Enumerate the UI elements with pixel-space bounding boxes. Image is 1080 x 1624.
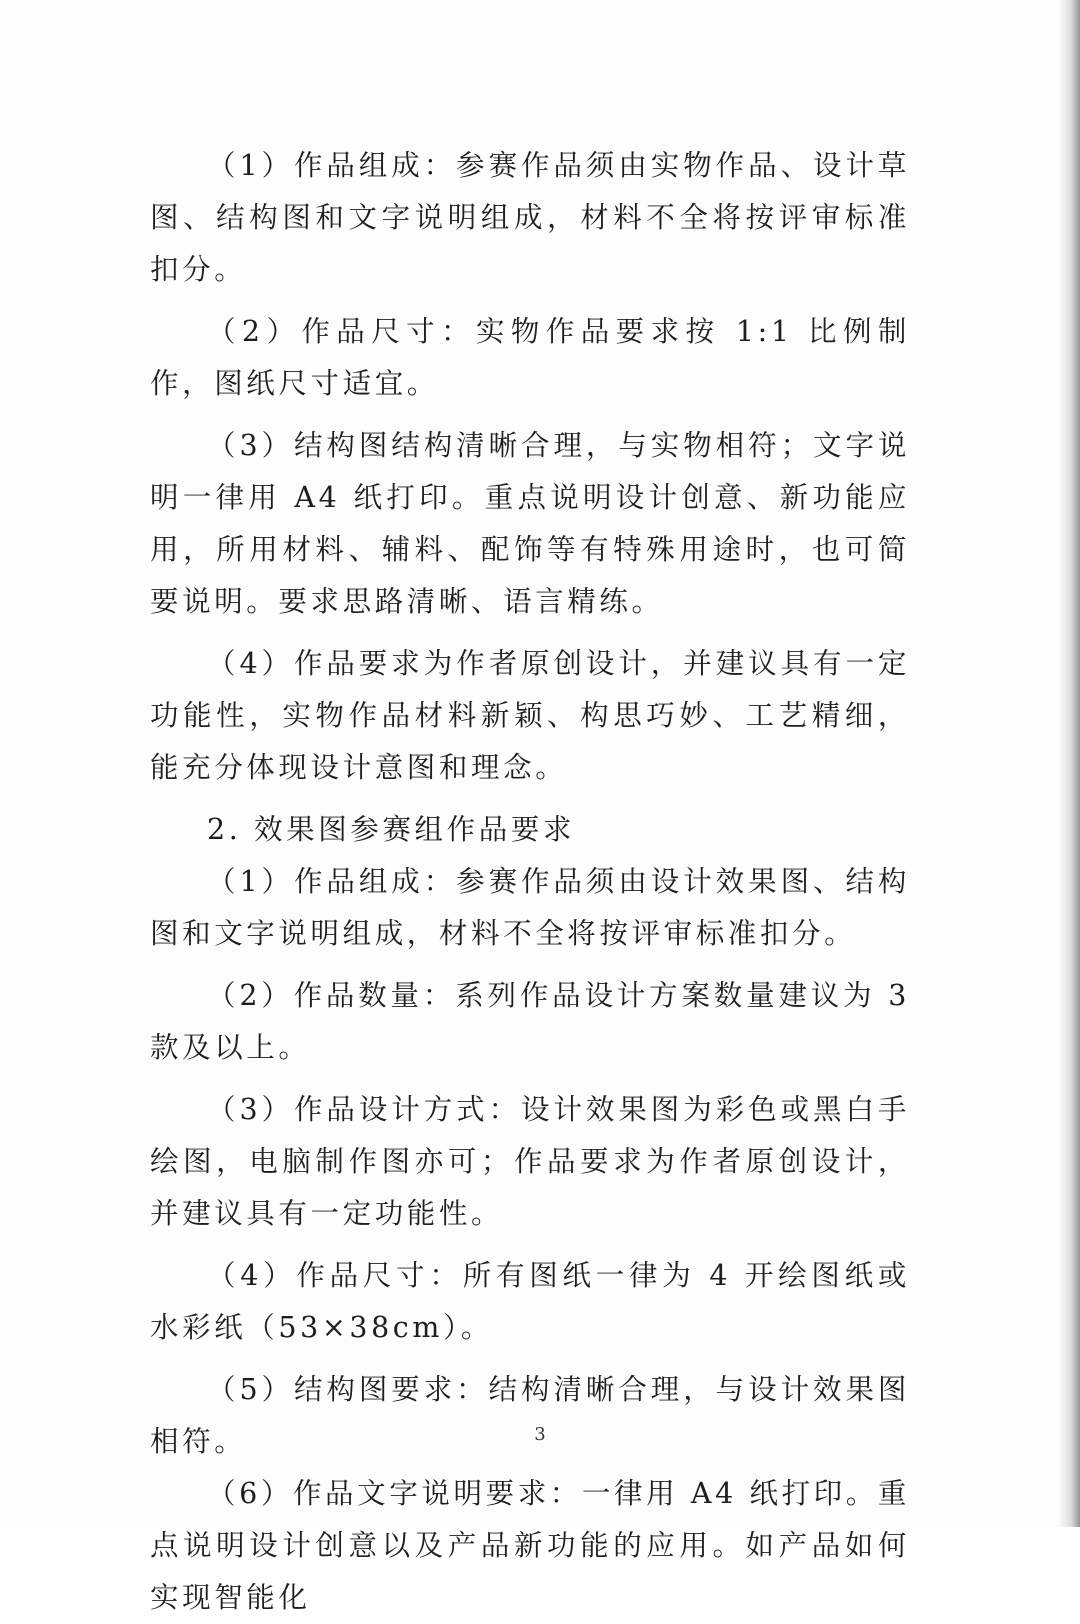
paragraph-text-description: （6）作品文字说明要求：一律用 A4 纸打印。重点说明设计创意以及产品新功能的应用。如产品如何实现智能化 — [150, 1477, 910, 1614]
body-text — [150, 140, 910, 1624]
section-heading-rendering-group: 2. 效果图参赛组作品要求 — [207, 813, 576, 846]
page-number: 3 — [534, 1424, 546, 1445]
paragraph-rendering-quantity: （2）作品数量：系列作品设计方案数量建议为 3 款及以上。 — [150, 979, 910, 1064]
paragraph-rendering-composition: （1）作品组成：参赛作品须由设计效果图、结构图和文字说明组成，材料不全将按评审标准扣分。 — [150, 865, 910, 950]
paragraph-structure-requirement: （5）结构图要求：结构清晰合理，与设计效果图相符。 — [150, 1373, 910, 1458]
paragraph-structure-drawing: （3）结构图结构清晰合理，与实物相符；文字说明一律用 A4 纸打印。重点说明设计创意、新功能应用，所用材料、辅料、配饰等有特殊用途时，也可简要说明。要求思路清晰、语言精练。 — [150, 429, 910, 618]
paragraph-rendering-method: （3）作品设计方式：设计效果图为彩色或黑白手绘图，电脑制作图亦可；作品要求为作者原创设计，并建议具有一定功能性。 — [150, 1093, 910, 1230]
scan-edge-shadow — [1058, 0, 1080, 1527]
paragraph-physical-size: （2）作品尺寸：实物作品要求按 1:1 比例制作，图纸尺寸适宜。 — [150, 315, 910, 400]
paragraph-physical-composition: （1）作品组成：参赛作品须由实物作品、设计草图、结构图和文字说明组成，材料不全将按评审标准扣分。 — [150, 149, 910, 286]
paragraph-rendering-size: （4）作品尺寸：所有图纸一律为 4 开绘图纸或水彩纸（53×38cm）。 — [150, 1259, 910, 1344]
paragraph-originality: （4）作品要求为作者原创设计，并建议具有一定功能性，实物作品材料新颖、构思巧妙、工艺精细，能充分体现设计意图和理念。 — [150, 647, 910, 784]
